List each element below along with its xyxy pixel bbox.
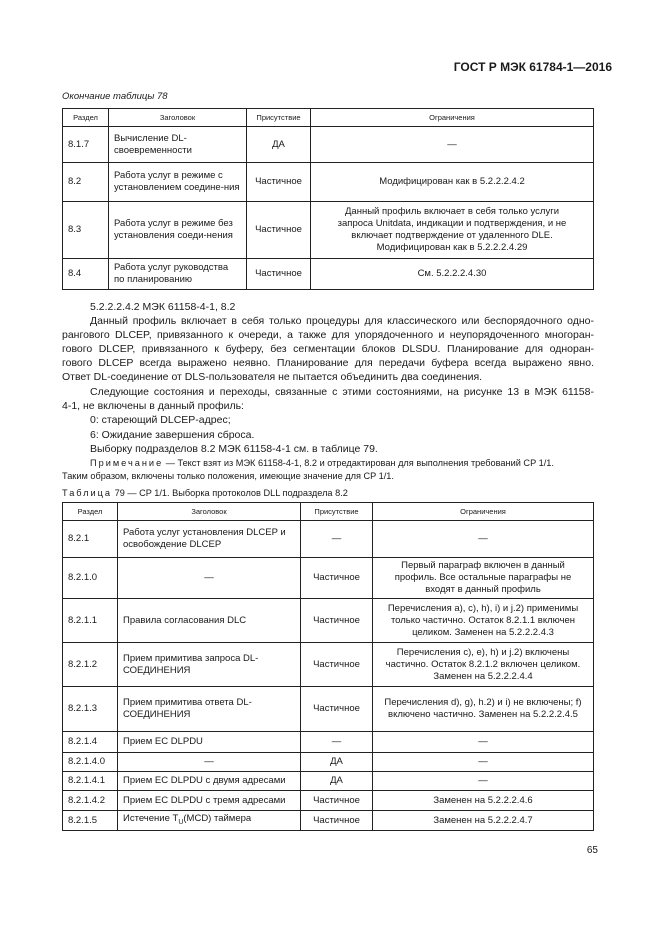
table-row <box>63 811 594 831</box>
limits-cell: Модифицирован как в 5.2.2.2.4.2 <box>311 163 594 202</box>
limits-cell: Заменен на 5.2.2.2.4.6 <box>373 791 594 811</box>
title-text: Истечение T <box>123 812 179 824</box>
title-cell: Работа услуг в режиме с установлением соедине-ния <box>109 163 247 202</box>
note-text: — Текст взят из МЭК 61158-4-1, 8.2 и отредактирован для выполнения требований CP 1/1. <box>163 458 554 468</box>
table-row <box>63 687 594 732</box>
paragraph-line: Выборку подразделов 8.2 МЭК 61158-4-1 см. в таблице 79. <box>90 443 378 455</box>
paragraph-line: гового DLCEP, привязанного к буферу, без сегментации блоков DLSDU. Планирование для однoран- <box>62 343 594 355</box>
table-row <box>63 558 594 599</box>
table-row <box>63 259 594 290</box>
limits-cell: См. 5.2.2.2.4.30 <box>311 259 594 290</box>
title-cell: Прием примитива запроса DL-СОЕДИНЕНИЯ <box>118 643 301 687</box>
section-cell: 8.2.1.4.1 <box>63 772 118 791</box>
title-cell <box>118 811 301 831</box>
presence-cell: — <box>301 732 373 753</box>
table79-caption <box>62 486 594 500</box>
limits-cell: — <box>373 732 594 753</box>
table-header-row <box>63 109 594 127</box>
section-cell: 8.2.1.5 <box>63 811 118 831</box>
title-text: (MCD) таймера <box>183 812 252 824</box>
section-cell: 8.3 <box>63 202 109 259</box>
caption-text: 79 — CP 1/1. Выборка протоколов DLL подраздела 8.2 <box>112 488 348 498</box>
column-header: Присутствие <box>247 109 311 127</box>
section-cell: 8.2.1.4.2 <box>63 791 118 811</box>
table-78 <box>62 108 594 290</box>
section-cell: 8.2.1.3 <box>63 687 118 732</box>
limits-cell: Перечисления c), e), h) и j.2) включены частично. Остаток 8.2.1.2 включен целиком. Заменен на 5.2.2.2.4.4 <box>373 643 594 687</box>
document-header: ГОСТ Р МЭК 61784-1—2016 <box>453 60 612 74</box>
title-cell: Прием EC DLPDU с тремя адресами <box>118 791 301 811</box>
caption-label: Таблица <box>62 488 113 498</box>
presence-cell: ДА <box>301 772 373 791</box>
limits-cell: — <box>373 753 594 772</box>
table-row <box>63 732 594 753</box>
column-header: Заголовок <box>118 503 301 521</box>
paragraph-line: Данный профиль включает в себя только процедуры для классического или беспорядочного одно- <box>90 315 594 327</box>
section-cell: 8.2.1.0 <box>63 558 118 599</box>
section-cell: 8.2.1.2 <box>63 643 118 687</box>
table-row <box>63 599 594 643</box>
table-row <box>63 753 594 772</box>
column-header: Раздел <box>63 109 109 127</box>
clause-heading: 5.2.2.2.4.2 МЭК 61158-4-1, 8.2 <box>90 301 236 313</box>
section-cell: 8.1.7 <box>63 127 109 163</box>
title-cell: Прием EC DLPDU с двумя адресами <box>118 772 301 791</box>
column-header: Ограничения <box>373 503 594 521</box>
presence-cell: Частичное <box>301 687 373 732</box>
note-line <box>90 456 594 470</box>
table-row <box>63 643 594 687</box>
presence-cell: — <box>301 521 373 558</box>
table-row <box>63 127 594 163</box>
paragraph-line: рангового DLCEP, привязанного к очереди, а также для упорядоченного и неупорядоченного многоран- <box>62 329 594 341</box>
table-header-row <box>63 503 594 521</box>
title-cell: Работа услуг установления DLCEP и освобождение DLCEP <box>118 521 301 558</box>
presence-cell: Частичное <box>247 163 311 202</box>
table-79 <box>62 502 594 831</box>
presence-cell: Частичное <box>247 202 311 259</box>
section-cell: 8.2 <box>63 163 109 202</box>
section-cell: 8.2.1.1 <box>63 599 118 643</box>
note-line: Таким образом, включены только положения, имеющие значение для CP 1/1. <box>62 471 394 481</box>
column-header: Раздел <box>63 503 118 521</box>
paragraph-line: Ответ DL-соединение от DLS-пользователя не пытается объединить два соединения. <box>62 371 483 383</box>
paragraph-line: 4-1, не включены в данный профиль: <box>62 400 244 412</box>
subscript: U <box>178 818 184 826</box>
column-header: Присутствие <box>301 503 373 521</box>
presence-cell: Частичное <box>301 643 373 687</box>
table-row <box>63 202 594 259</box>
title-cell: Прием примитива ответа DL-СОЕДИНЕНИЯ <box>118 687 301 732</box>
column-header: Заголовок <box>109 109 247 127</box>
table-row <box>63 163 594 202</box>
title-cell: Работа услуг руководства по планированию <box>109 259 247 290</box>
title-cell: Правила согласования DLC <box>118 599 301 643</box>
limits-cell: — <box>373 772 594 791</box>
limits-cell: Перечисления a), c), h), i) и j.2) применимы только частично. Остаток 8.2.1.1 включен целиком. Заменен на 5.2.2.2.4.3 <box>373 599 594 643</box>
table-row <box>63 521 594 558</box>
section-cell: 8.4 <box>63 259 109 290</box>
table-row <box>63 791 594 811</box>
presence-cell: Частичное <box>301 599 373 643</box>
title-cell: Прием EC DLPDU <box>118 732 301 753</box>
page-number: 65 <box>586 845 598 856</box>
limits-cell: Данный профиль включает в себя только услуги запроса Unitdata, индикации и подтверждения, и не включает подтверждение от удаленного DLE. Модифицирован как в 5.2.2.2.4.29 <box>311 202 594 259</box>
paragraph-line: гового DLCEP всегда выражено неявно. Планирование для передачи буфера всегда выражено явно. <box>62 357 594 369</box>
limits-cell: Первый параграф включен в данный профиль. Все остальные параграфы не входят в данный профиль <box>373 558 594 599</box>
column-header: Ограничения <box>311 109 594 127</box>
section-cell: 8.2.1.4 <box>63 732 118 753</box>
paragraph-line: Следующие состояния и переходы, связанные с этими состояниями, на рисунке 13 в МЭК 61158- <box>90 386 594 398</box>
presence-cell: Частичное <box>247 259 311 290</box>
section-cell: 8.2.1 <box>63 521 118 558</box>
note-label: Примечание <box>90 458 164 468</box>
title-cell: Работа услуг в режиме без установления соеди-нения <box>109 202 247 259</box>
presence-cell: Частичное <box>301 791 373 811</box>
presence-cell: ДА <box>247 127 311 163</box>
limits-cell: Заменен на 5.2.2.2.4.7 <box>373 811 594 831</box>
title-cell: — <box>118 753 301 772</box>
list-item: 6: Ожидание завершения сброса. <box>90 429 255 441</box>
presence-cell: Частичное <box>301 811 373 831</box>
title-cell: — <box>118 558 301 599</box>
presence-cell: ДА <box>301 753 373 772</box>
table-row <box>63 772 594 791</box>
limits-cell: Перечисления d), g), h.2) и i) не включены; f) включено частично. Заменен на 5.2.2.2.4.5 <box>373 687 594 732</box>
limits-cell: — <box>311 127 594 163</box>
presence-cell: Частичное <box>301 558 373 599</box>
list-item: 0: стареющий DLCEP-адрес; <box>90 414 231 426</box>
limits-cell: — <box>373 521 594 558</box>
table78-caption: Окончание таблицы 78 <box>62 91 168 102</box>
section-cell: 8.2.1.4.0 <box>63 753 118 772</box>
title-cell: Вычисление DL-своевременности <box>109 127 247 163</box>
